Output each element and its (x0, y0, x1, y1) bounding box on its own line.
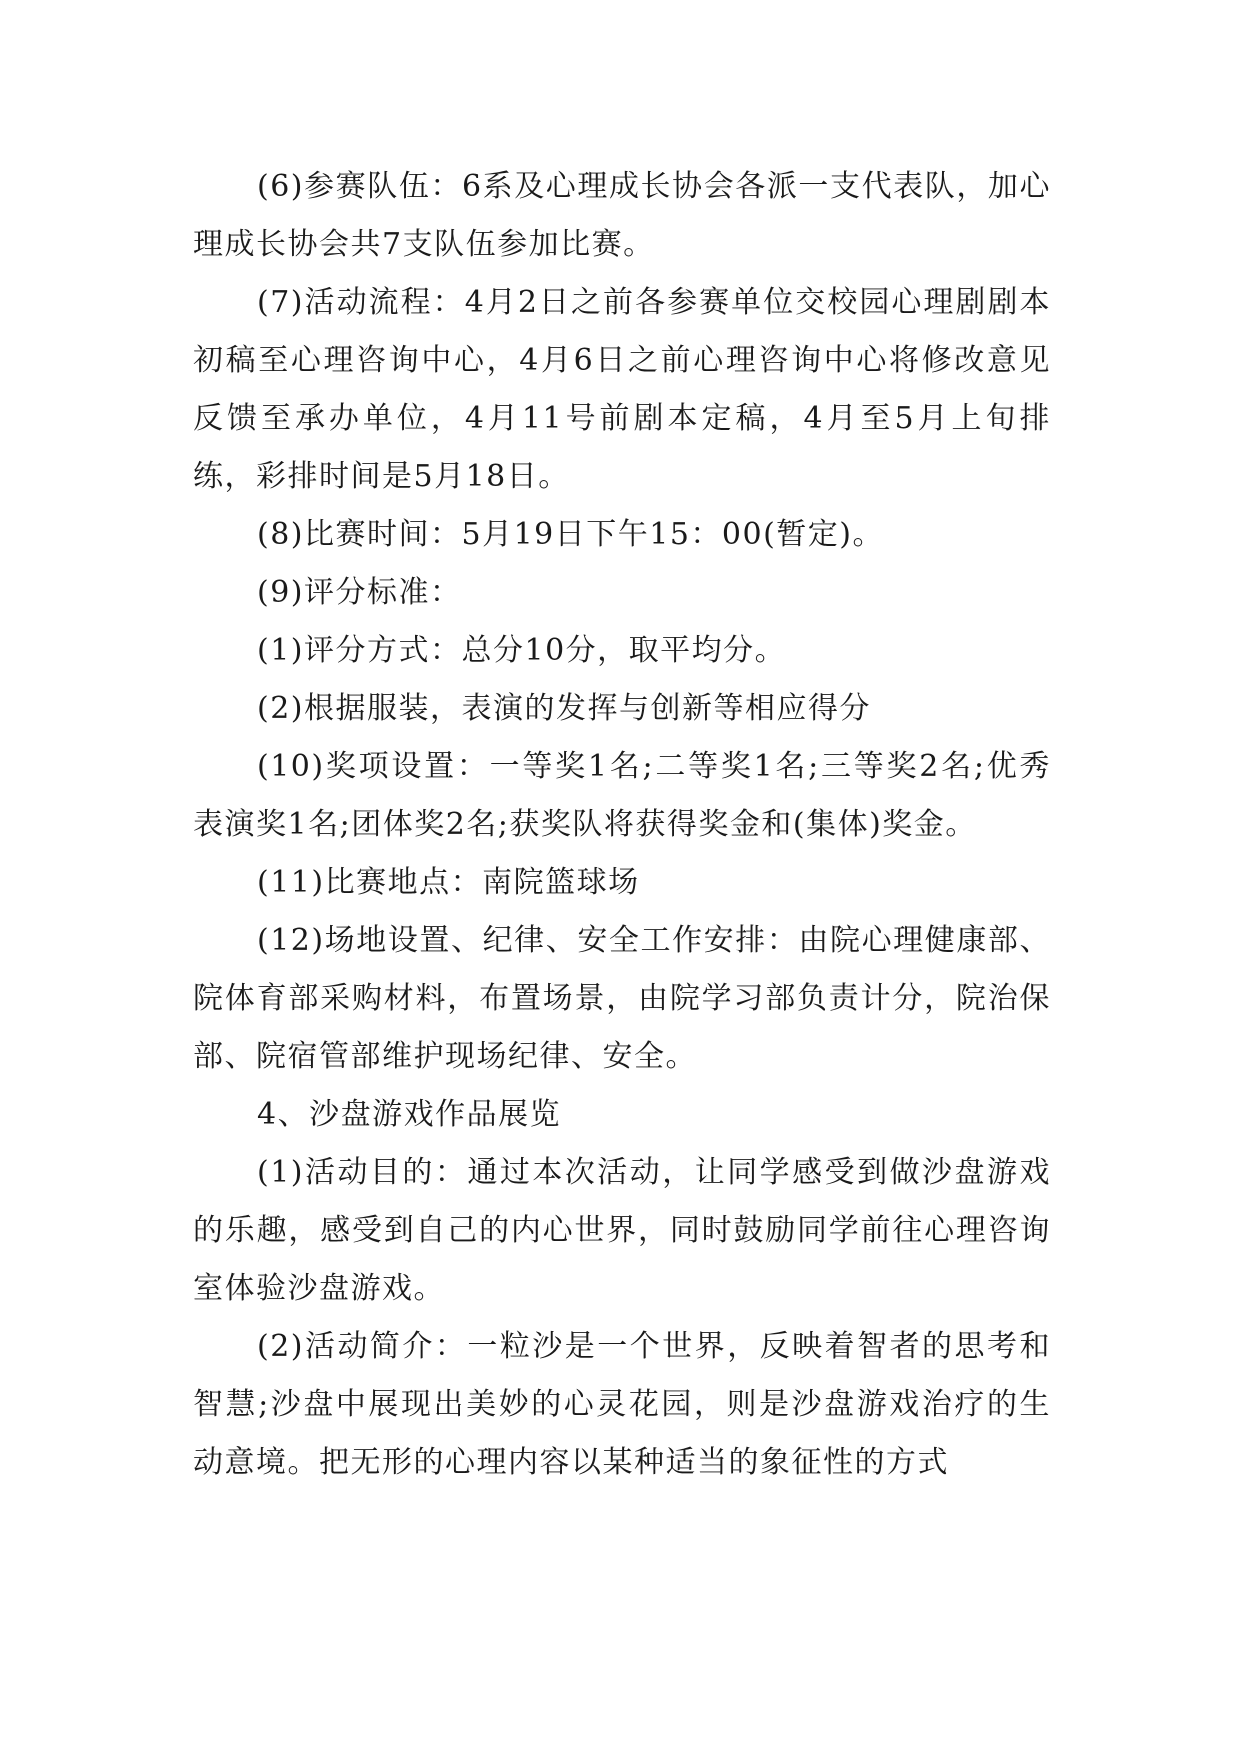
paragraph-scoring-standard: (9)评分标准： (257, 575, 462, 610)
section-heading-sandplay: 4、沙盘游戏作品展览 (257, 1097, 562, 1132)
paragraph-arrangements: (12)场地设置、纪律、安全工作安排：由院心理健康部、院体育部采购材料，布置场景，由院学习部负责计分，院治保部、院宿管部维护现场纪律、安全。 (193, 923, 1051, 1074)
paragraph-process: (7)活动流程：4月2日之前各参赛单位交校园心理剧剧本初稿至心理咨询中心，4月6日之前心理咨询中心将修改意见反馈至承办单位，4月11号前剧本定稿，4月至5月上旬排练，彩排时间是5月18日。 (193, 285, 1051, 494)
paragraph-location: (11)比赛地点：南院篮球场 (257, 865, 640, 900)
paragraph-sandplay-purpose: (1)活动目的：通过本次活动，让同学感受到做沙盘游戏的乐趣，感受到自己的内心世界，同时鼓励同学前往心理咨询室体验沙盘游戏。 (193, 1155, 1051, 1306)
paragraph-team: (6)参赛队伍：6系及心理成长协会各派一支代表队，加心理成长协会共7支队伍参加比赛。 (193, 169, 1051, 262)
paragraph-time: (8)比赛时间：5月19日下午15：00(暂定)。 (257, 517, 885, 552)
paragraph-scoring-basis: (2)根据服装，表演的发挥与创新等相应得分 (257, 691, 871, 726)
document-body (193, 158, 1051, 1492)
paragraph-awards: (10)奖项设置：一等奖1名;二等奖1名;三等奖2名;优秀表演奖1名;团体奖2名;获奖队将获得奖金和(集体)奖金。 (193, 749, 1051, 842)
paragraph-scoring-method: (1)评分方式：总分10分，取平均分。 (257, 633, 787, 668)
paragraph-sandplay-intro: (2)活动简介：一粒沙是一个世界，反映着智者的思考和智慧;沙盘中展现出美妙的心灵花园，则是沙盘游戏治疗的生动意境。把无形的心理内容以某种适当的象征性的方式 (193, 1329, 1051, 1480)
